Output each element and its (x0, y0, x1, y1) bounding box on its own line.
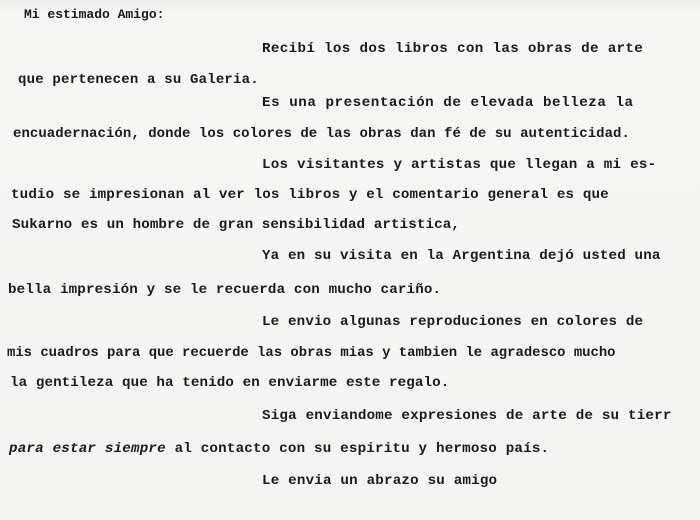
salutation: Mi estimado Amigo: (24, 7, 165, 22)
letter-line-11: mis cuadros para que recuerde las obras mias y tambien le agradesco mucho (7, 345, 616, 361)
letter-line-10: Le envio algunas reproduciones en colores de (262, 314, 644, 330)
letter-line-3: Es una presentación de elevada belleza la (262, 95, 634, 111)
letter-line-7: Sukarno es un hombre de gran sensibilidad artistica, (12, 217, 460, 233)
closing-line: Le envia un abrazo su amigo (262, 473, 498, 489)
letter-line-5: Los visitantes y artistas que llegan a mi es- (262, 157, 657, 173)
letter-line-14 (9, 440, 549, 458)
letter-line-12: la gentileza que ha tenido en enviarme este regalo. (10, 375, 450, 391)
letter-line-14-rest: al contacto con su espiritu y hermoso país. (165, 441, 550, 457)
letter-line-6: tudio se impresionan al ver los libros y el comentario general es que (11, 187, 609, 203)
letter-line-13: Siga enviandome expresiones de arte de su tierr (262, 408, 672, 424)
letter-line-8: Ya en su visita en la Argentina dejó usted una (262, 248, 661, 264)
letter-line-2: que pertenecen a su Galeria. (18, 72, 259, 88)
letter-line-4: encuadernación, donde los colores de las obras dan fé de su autenticidad. (13, 126, 630, 142)
letter-line-9: bella impresión y se le recuerda con mucho cariño. (8, 282, 442, 298)
letter-line-1: Recibí los dos libros con las obras de arte (262, 41, 644, 57)
letter-line-14-emphasis: para estar siempre (9, 441, 166, 457)
